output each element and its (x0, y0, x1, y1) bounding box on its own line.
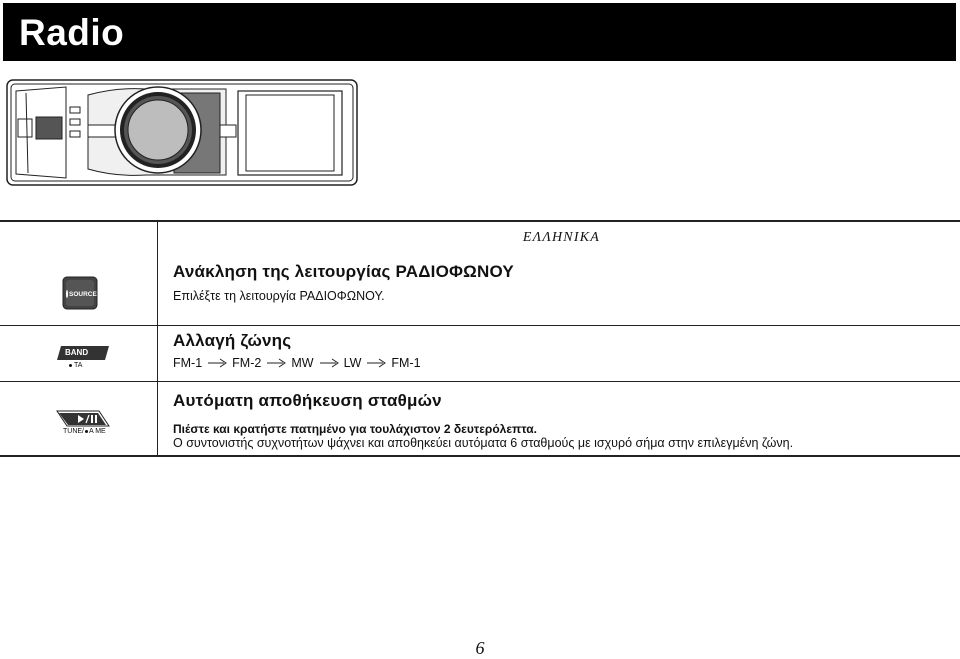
dot-icon (85, 430, 88, 433)
ame-label: A ME (89, 428, 106, 435)
arrow-right-icon (318, 358, 340, 368)
dot-icon (69, 364, 72, 367)
section-text-auto-store: Ο συντονιστής συχνοτήτων ψάχνει και αποθηκεύει αυτόματα 6 σταθμούς με ισχυρό σήμα στην επιλεγμένη ζώνη. (173, 436, 794, 450)
band-sequence (173, 356, 421, 370)
band-item: FM-1 (173, 356, 203, 370)
language-label: ΕΛΛΗΝΙΚΑ (522, 230, 600, 245)
row-divider-2 (0, 381, 960, 382)
source-label: SOURCE (69, 290, 97, 298)
section-title-band-change: Αλλαγή ζώνης (173, 331, 292, 350)
arrow-right-icon (206, 358, 228, 368)
section-instruction-auto-store: Πιέστε και κρατήστε πατημένο για τουλάχιστον 2 δευτερόλεπτα. (173, 422, 537, 436)
table-bottom-rule (0, 455, 960, 457)
band-item: FM-1 (391, 356, 421, 370)
head-unit-illustration (6, 79, 358, 186)
band-item: LW (343, 356, 362, 370)
power-icon (66, 290, 68, 298)
table-top-rule (0, 220, 960, 222)
page-number: 6 (475, 638, 485, 658)
arrow-right-icon (365, 358, 387, 368)
page-title: Radio (19, 12, 125, 53)
tune-label: TUNE/ (63, 428, 84, 435)
band-item: FM-2 (232, 356, 262, 370)
ta-label: TA (74, 362, 83, 369)
band-label: BAND (65, 348, 89, 357)
row-divider-1 (0, 325, 960, 326)
arrow-right-icon (265, 358, 287, 368)
source-button-icon (62, 276, 98, 310)
column-divider (157, 221, 158, 456)
band-button-icon (55, 345, 111, 375)
section-title-auto-store: Αυτόματη αποθήκευση σταθμών (173, 391, 442, 410)
section-text-radio-mode: Επιλέξτε τη λειτουργία ΡΑΔΙΟΦΩΝΟΥ. (173, 289, 385, 303)
play-pause-button-icon (55, 410, 111, 440)
page-header (3, 3, 956, 61)
band-item: MW (291, 356, 314, 370)
section-title-radio-mode: Ανάκληση της λειτουργίας ΡΑΔΙΟΦΩΝΟΥ (173, 262, 514, 281)
